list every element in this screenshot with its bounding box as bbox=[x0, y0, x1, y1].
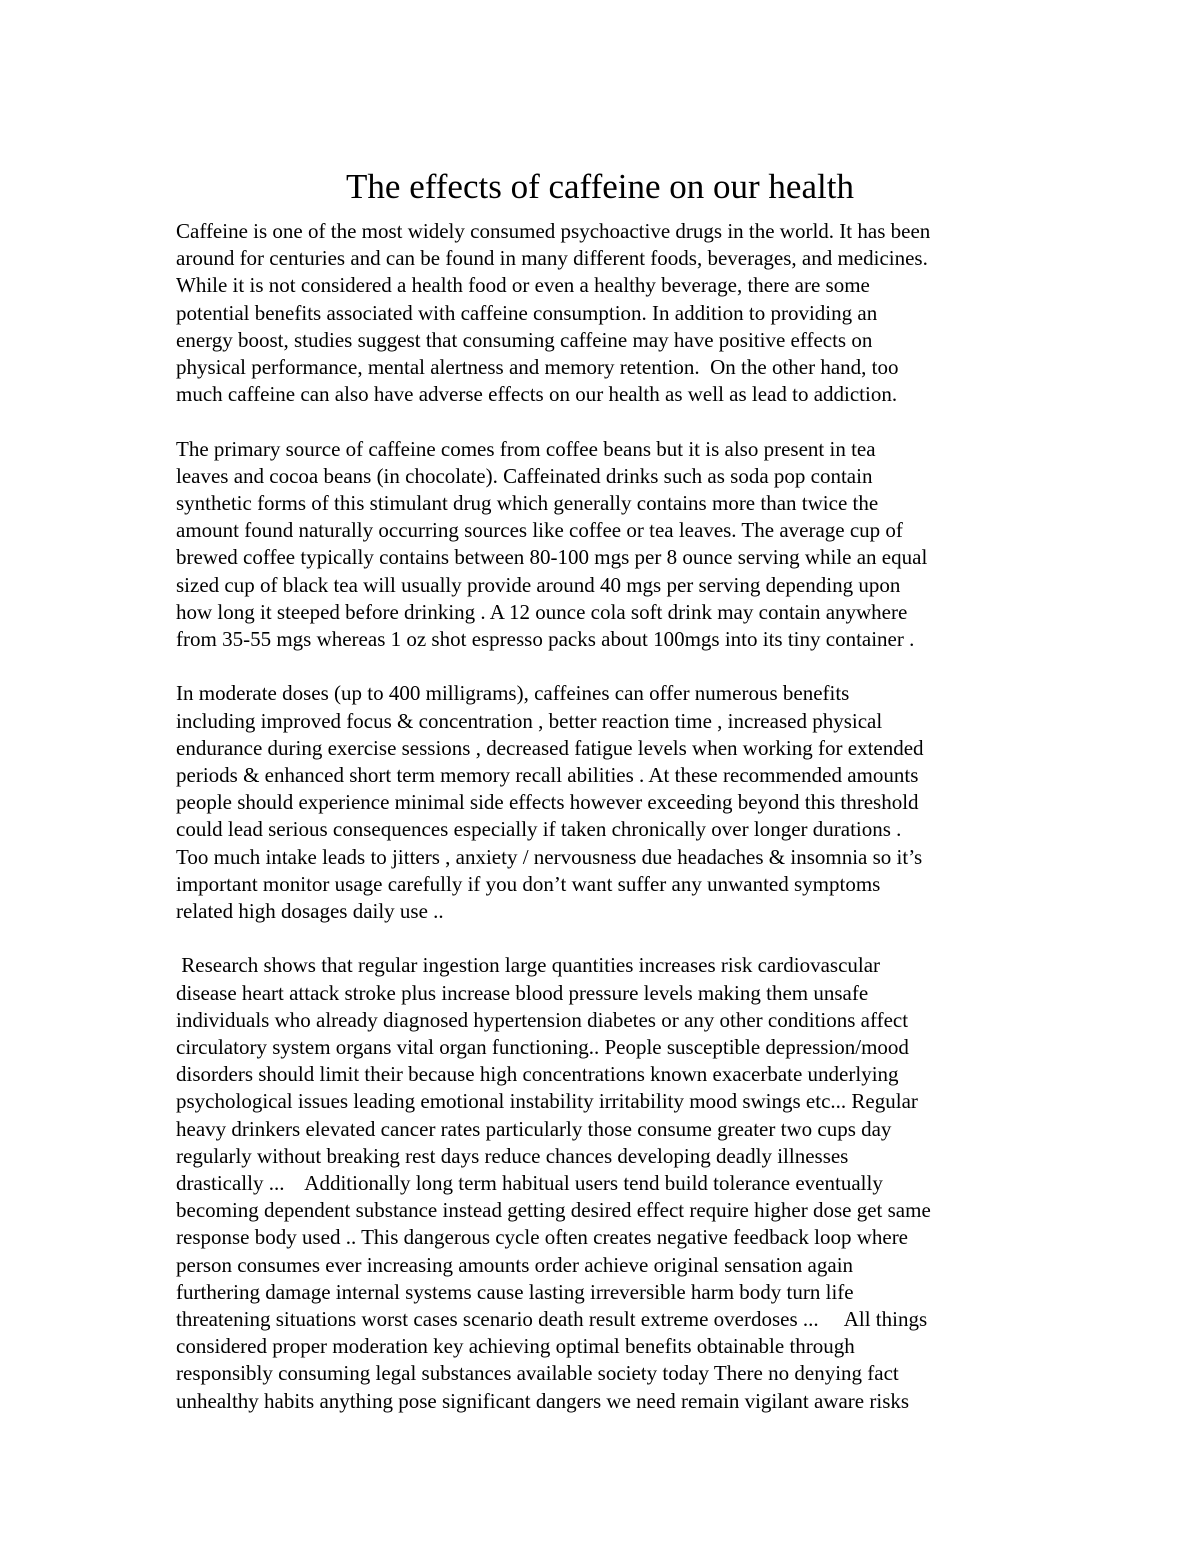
paragraph-risks: Research shows that regular ingestion large quantities increases risk cardiovascular disease heart attack stroke plus increase blood pressure levels making them unsafe individuals who already diagnosed hypertension diabetes or any other conditions affect circulatory system organs vital organ functioning.. People susceptible depression/mood disorders should limit their because high concentrations known exacerbate underlying psychological issues leading emotional instability irritability mood swings etc... Regular heavy drinkers elevated cancer rates particularly those consume greater two cups day regularly without breaking rest days reduce chances developing deadly illnesses drastically ... Additionally long term habitual users tend build tolerance eventually becoming dependent substance instead getting desired effect require higher dose get same response body used .. This dangerous cycle often creates negative feedback loop where person consumes ever increasing amounts order achieve original sensation again furthering damage internal systems cause lasting irreversible harm body turn life threatening situations worst cases scenario death result extreme overdoses ... All things considered proper moderation key achieving optimal benefits obtainable through responsibly consuming legal substances available society today There no denying fact unhealthy habits anything pose significant dangers we need remain vigilant aware risks bbox=[176, 953, 931, 1413]
paragraph-benefits: In moderate doses (up to 400 milligrams), caffeines can offer numerous benefits including improved focus & concentration , better reaction time , increased physical endurance during exercise sessions , decreased fatigue levels when working for extended periods & enhanced short term memory recall abilities . At these recommended amounts people should experience minimal side effects however exceeding beyond this threshold could lead serious consequences especially if taken chronically over longer durations . Too much intake leads to jitters , anxiety / nervousness due headaches & insomnia so it’s important monitor usage carefully if you don’t want suffer any unwanted symptoms related high dosages daily use .. bbox=[176, 681, 924, 924]
paragraph-sources: The primary source of caffeine comes from coffee beans but it is also present in tea leaves and cocoa beans (in chocolate). Caffeinated drinks such as soda pop contain synthetic forms of this stimulant drug which generally contains more than twice the amount found naturally occurring sources like coffee or tea leaves. The average cup of brewed coffee typically contains between 80-100 mgs per 8 ounce serving while an equal sized cup of black tea will usually provide around 40 mgs per serving depending upon how long it steeped before drinking . A 12 ounce cola soft drink may contain anywhere from 35-55 mgs whereas 1 oz shot espresso packs about 100mgs into its tiny container . bbox=[176, 436, 928, 652]
document-title: The effects of caffeine on our health bbox=[346, 167, 854, 206]
document-body bbox=[176, 218, 1036, 1442]
paragraph-intro: Caffeine is one of the most widely consumed psychoactive drugs in the world. It has been around for centuries and can be found in many different foods, beverages, and medicines. While it is not considered a health food or even a healthy beverage, there are some potential benefits associated with caffeine consumption. In addition to providing an energy boost, studies suggest that consuming caffeine may have positive effects on physical performance, mental alertness and memory retention. On the other hand, too much caffeine can also have adverse effects on our health as well as lead to addiction. bbox=[176, 219, 931, 407]
